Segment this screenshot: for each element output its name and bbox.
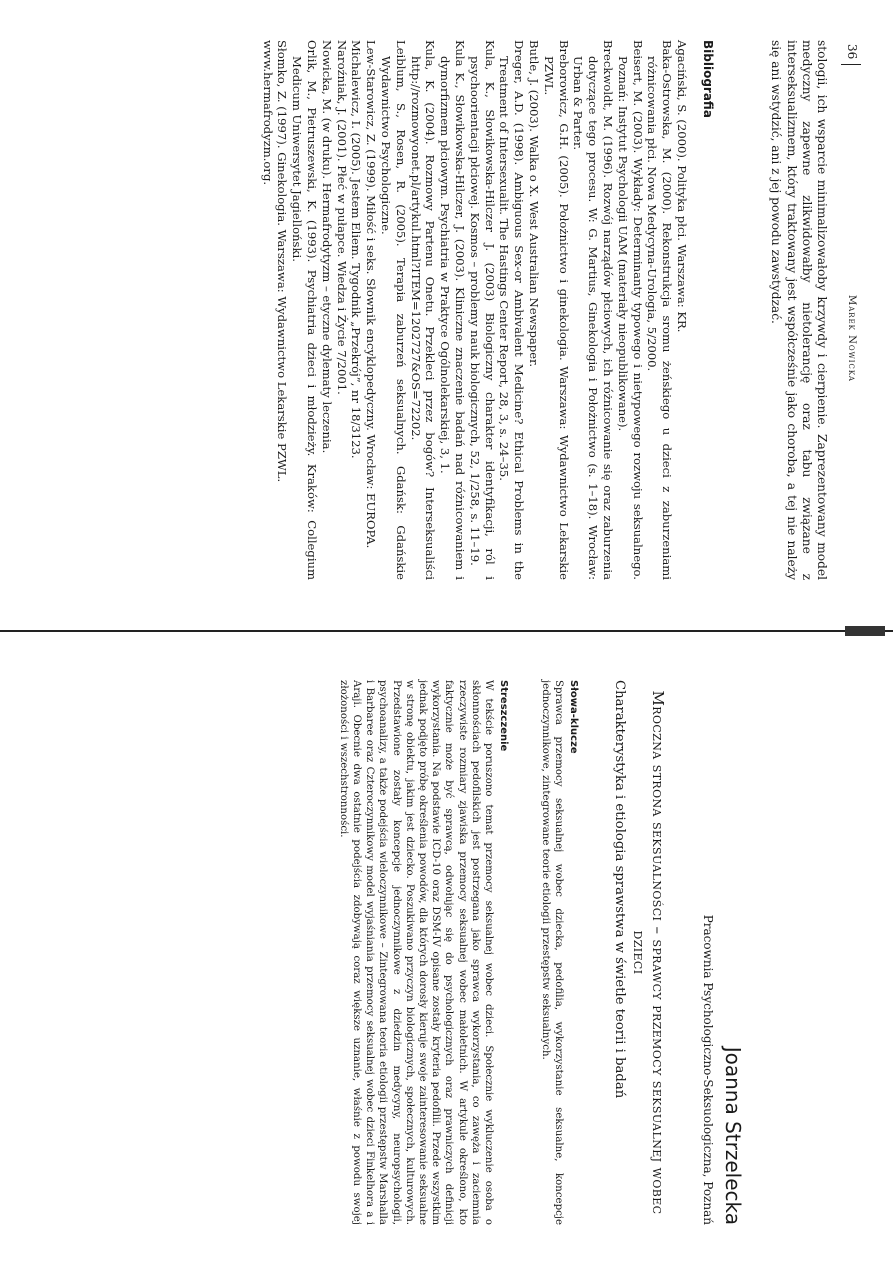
abstract-text: W tekście poruszono temat przemocy seksualnej wobec dzieci. Społecznie wykluczenie osoba o skłonnościach pedofilskich jest postrzegana jako sprawca wykorzystania, co zawęża i zaciemnia rzeczywiste rozmiary zjawiska przemocy seksualnej wobec małoletnich. W artykule określono, kto faktycznie może być sprawcą, odwołując się do psychologicznych oraz prawniczych definicji wykorzystania. Na podstawie ICD-10 oraz DSM-IV opisane zostały kryteria pedofilii. Przede wszystkim jednak podjęto próbę określenia powodów, dla których dorosły kieruje swoje zainteresowanie seksualne w stronę obiektu, jakim jest dziecko. Poszukiwano przyczyn biologicznych, społecznych, kulturowych. Przedstawione zostały koncepcje jednoczynnikowe z dziedzin medycyny, neuropsychologii, psychoanalizy, a także podejścia wieloczynnikowe – Zintegrowana teoria etiologii przestępstw Marshalla i Barbaree oraz Czteroczynnikowy model wyjaśniania przemocy seksualnej wobec dzieci Finkelhora a i Araji. Obecnie dwa ostatnie podejścia zdobywają coraz większe uznanie, właśnie z powodu swojej złożoności i wszechstronności. — [337, 680, 494, 1225]
left-page — [25, 40, 865, 580]
author-affiliation: Pracownia Psychologiczno-Seksuologiczna, Poznań — [701, 914, 715, 1225]
bibliography-entry: Breborowicz, G.H. (2005). Położnictwo i ginekologia. Warszawa: Wydawnictwo Lekarskie PZWL. — [541, 40, 571, 580]
bibliography-title: Bibliografia — [701, 40, 715, 118]
bibliography-entry: Kula, K. (2004). Rozmowy Partenu Onetu. Przekleci przez bogów? Interseksualiści http://rozmowyonet.pl/artykul.html?ITEM=1202727&OS=72202. — [408, 40, 438, 580]
bibliography-entry: Kula, K., Słowikowska-Hilczer J. (2003) Biologiczny charakter identyfikacji, ról i psychoorientacji płciowej. Kosmos – problemy nauk biologicznych, 52, 1/258, s. 11–19. — [467, 40, 497, 580]
keywords-text: Sprawca przemocy seksualnej wobec dziecka, pedofilia, wykorzystanie seksualne, koncepcje jednoczynnikowe, zintegrowane teorie etiologii przestępstw seksualnych. — [539, 680, 564, 1225]
bibliography-entry: Słomko, Z. (1997). Ginekologia. Warszawa: Wydawnictwo Lekarskie PZWL. — [275, 40, 290, 483]
bibliography-entry: Beisert, M. (2003). Wykłady: Determinanty typowego i nietypowego rozwoju seksualnego. Poznań: Instytut Psychologii UAM (materiały nieopublikowane). — [615, 40, 645, 580]
keywords-heading: Słowa-klucze — [568, 680, 579, 754]
bibliography-entry: Naroźniak, J. (2001). Płeć w pułapce. Wiedza i Życie 7/2001. — [334, 40, 349, 395]
bibliography-list — [260, 40, 689, 580]
bibliography-entry: Dreger, A.D. (1998). Ambiguous Sex-or Ambivalent Medicine? Ethical Problems in the Treatment of Intersexualit. The Hastings Center Report, 28, 3, s. 24–35. — [497, 40, 527, 580]
bibliography-entry: Agaciński, S. (2000). Polityka płci. Warszawa: KR. — [675, 40, 689, 333]
bibliography-entry: Orlik, M., Pietruszewski, K. (1993). Psychiatria dzieci i młodzieży. Kraków: Collegium Medicum Uniwersytet Jagielloński. — [290, 40, 320, 580]
bibliography-entry: Baka-Ostrowska, M. (2000). Rekonstrukcja sromu żeńskiego u dzieci z zaburzeniami różnicowania płci. Nowa Medycyna-Urologia, 5/2000. — [645, 40, 675, 580]
page-divider — [0, 630, 893, 632]
article-subtitle: Charakterystyka i etiologia sprawstwa w świetle teorii i badań — [612, 680, 627, 1099]
author-name: Joanna Strzelecka — [721, 1046, 745, 1225]
abstract-heading: Streszczenie — [498, 680, 509, 752]
page-header — [839, 40, 859, 580]
page-number: 36 — [845, 44, 859, 60]
bibliography-entry: Leiblum, S., Rosen, R. (2005). Terapia zaburzeń seksualnych. Gdańsk: Gdańskie Wydawnictwo Psychologiczne. — [379, 40, 408, 580]
right-page — [25, 680, 865, 1225]
running-head: Marek Nowicka — [846, 295, 857, 382]
intro-paragraph: stologii, ich wsparcie minimalizowałoby krzywdy i cierpienie. Zaprezentowany model medyczny zapewne zlikwidowałby nietolerancję oraz tabu związane z interseksualizmem, który traktowany jest współcześnie jako choroba, a tej nie należy się ani wstydzić, ani z jej powodu zawstydzać. — [769, 40, 829, 580]
website-link: www.hermafrodyzm.org. — [260, 40, 275, 186]
bibliography-entry: Lew-Starowicz, Z. (1999). Miłość i seks. Słownik encyklopedyczny. Wrocław: EUROPA. — [364, 40, 379, 549]
bibliography-entry: Nowicka, M. (w druku). Hermafrodytyzm – etyczne dylematy leczenia. — [319, 40, 334, 454]
article-title: Mroczna strona seksualności – sprawcy przemocy seksualnej wobec dzieci — [630, 690, 667, 1215]
bibliography-entry: Michalewicz, I. (2005). Jestem Eliem. Tygodnik „Przekrój”, nr 18/3123. — [349, 40, 364, 459]
binding-mark — [845, 626, 885, 636]
header-rule — [841, 64, 861, 65]
bibliography-entry: Butle, J. (2003). Walka o X. West Australian Newspaper. — [527, 40, 542, 368]
bibliography-entry: Kula K., Słowikowska-Hilczer, J. (2003). Kliniczne znaczenie badań nad różnicowaniem i dymorfizmem płciowym. Psychiatria w Praktyce Ogólnolekarskiej, 3, 1. — [438, 40, 468, 580]
bibliography-entry: Breckwoldt, M. (1996). Rozwój narządów płciowych, ich różnicowanie się oraz zaburzenia dotyczące tego procesu. W: G. Martius, Ginekologia i Położnictwo (s. 1–18). Wrocław: Urban & Parter. — [571, 40, 616, 580]
